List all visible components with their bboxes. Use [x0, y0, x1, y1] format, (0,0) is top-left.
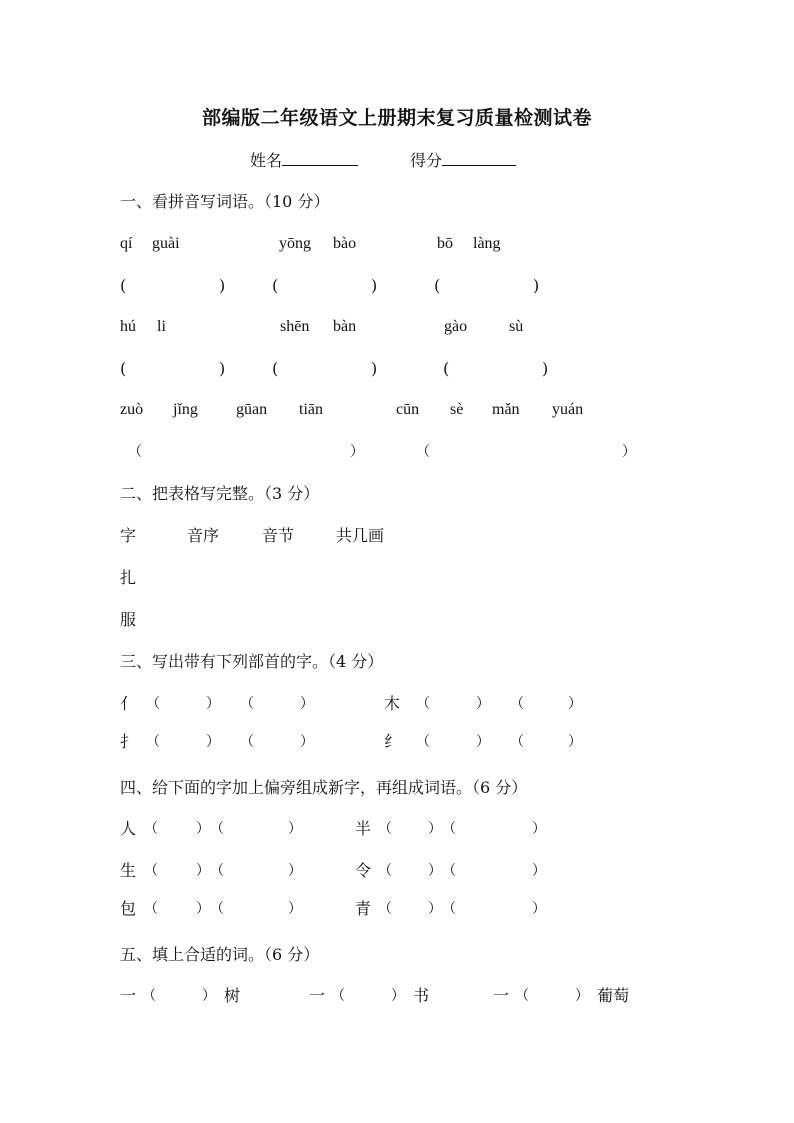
pinyin: zuò [120, 401, 144, 418]
pinyin: bō [437, 235, 453, 252]
table-row-char: 服 [120, 610, 137, 629]
pinyin: sè [450, 401, 464, 418]
noun: 书 [413, 986, 430, 1005]
pinyin: gào [444, 318, 468, 335]
radical: 纟 [384, 732, 401, 751]
answer-paren-left: （ [378, 821, 392, 837]
answer-paren-right: ） [476, 734, 490, 750]
pinyin: guài [152, 235, 180, 252]
radical: 亻 [120, 694, 137, 713]
answer-paren-right: ） [428, 901, 442, 917]
radical: 扌 [120, 732, 137, 751]
base-char: 包 [120, 899, 137, 918]
base-char: 生 [120, 861, 137, 880]
section-5-heading: 五、填上合适的词。（6 分） [120, 945, 320, 964]
noun: 葡萄 [597, 986, 630, 1005]
pinyin: bàn [333, 318, 357, 335]
answer-paren-left: （ [210, 821, 224, 837]
answer-paren-left: （ [146, 696, 160, 712]
answer-paren-left: （ [144, 863, 158, 879]
answer-paren-left: （ [510, 696, 524, 712]
pinyin: li [157, 318, 166, 335]
answer-paren-left: （ [210, 863, 224, 879]
base-char: 人 [120, 819, 137, 838]
base-char: 令 [355, 861, 372, 880]
answer-paren-right: ） [206, 696, 220, 712]
score-label: 得分 [410, 151, 443, 170]
answer-paren-left: （ [210, 901, 224, 917]
answer-paren-left: （ [515, 988, 529, 1004]
pinyin: qí [120, 235, 133, 252]
pinyin: hú [120, 318, 136, 335]
pinyin: bào [333, 235, 357, 252]
table-header-char: 字 [120, 526, 137, 545]
answer-paren-right: ) [371, 276, 378, 295]
answer-paren-right: ） [568, 696, 582, 712]
answer-paren-right: ） [300, 696, 314, 712]
radical: 木 [384, 694, 401, 713]
measure-prefix: 一 [120, 986, 137, 1005]
answer-paren-left: ( [272, 276, 279, 295]
score-field[interactable] [410, 149, 516, 171]
answer-paren-left: （ [240, 696, 254, 712]
answer-paren-right: ） [288, 901, 302, 917]
answer-paren-left: （ [416, 696, 430, 712]
answer-paren-left: （ [142, 988, 156, 1004]
answer-paren-right: ） [532, 821, 546, 837]
measure-prefix: 一 [493, 986, 510, 1005]
answer-paren-left: （ [442, 863, 456, 879]
answer-paren-left: （ [416, 734, 430, 750]
table-header-syllable: 音节 [262, 526, 295, 545]
answer-paren-left: （ [416, 444, 430, 460]
base-char: 青 [355, 899, 372, 918]
answer-paren-left: （ [144, 901, 158, 917]
measure-prefix: 一 [309, 986, 326, 1005]
answer-paren-left: （ [128, 444, 142, 460]
answer-paren-right: ） [300, 734, 314, 750]
answer-paren-right: ） [288, 863, 302, 879]
answer-paren-right: ） [196, 901, 210, 917]
answer-paren-left: ( [120, 359, 127, 378]
answer-paren-right: ） [196, 863, 210, 879]
pinyin: mǎn [492, 401, 520, 418]
pinyin: yuán [552, 401, 584, 418]
answer-paren-right: ） [206, 734, 220, 750]
pinyin: làng [473, 235, 501, 252]
answer-paren-left: ( [443, 359, 450, 378]
section-4-heading: 四、给下面的字加上偏旁组成新字，再组成词语。（6 分） [120, 778, 528, 797]
pinyin: shēn [280, 318, 310, 335]
answer-paren-right: ） [532, 863, 546, 879]
name-field[interactable] [250, 149, 358, 171]
noun: 树 [224, 986, 241, 1005]
pinyin: jǐng [173, 401, 198, 418]
score-blank[interactable] [442, 149, 516, 166]
answer-paren-left: ( [272, 359, 279, 378]
answer-paren-right: ) [219, 359, 226, 378]
pinyin: cūn [396, 401, 420, 418]
answer-paren-right: ） [575, 988, 589, 1004]
answer-paren-right: ） [428, 821, 442, 837]
answer-paren-left: （ [144, 821, 158, 837]
name-blank[interactable] [282, 149, 358, 166]
name-label: 姓名 [250, 151, 283, 170]
table-row-char: 扎 [120, 568, 137, 587]
pinyin: tiān [299, 401, 323, 418]
answer-paren-right: ） [532, 901, 546, 917]
answer-paren-left: ( [434, 276, 441, 295]
answer-paren-right: ) [542, 359, 549, 378]
answer-paren-left: （ [442, 821, 456, 837]
table-header-initial: 音序 [187, 526, 220, 545]
answer-paren-right: ） [622, 444, 636, 460]
answer-paren-right: ） [288, 821, 302, 837]
answer-paren-right: ） [391, 988, 405, 1004]
base-char: 半 [355, 819, 372, 838]
answer-paren-left: （ [442, 901, 456, 917]
answer-paren-left: （ [146, 734, 160, 750]
pinyin: gūan [236, 401, 268, 418]
answer-paren-right: ） [196, 821, 210, 837]
answer-paren-right: ） [476, 696, 490, 712]
answer-paren-right: ） [350, 444, 364, 460]
answer-paren-right: ) [371, 359, 378, 378]
pinyin: sù [509, 318, 524, 335]
answer-paren-left: （ [510, 734, 524, 750]
answer-paren-right: ） [202, 988, 216, 1004]
answer-paren-left: （ [331, 988, 345, 1004]
answer-paren-right: ） [428, 863, 442, 879]
section-2-heading: 二、把表格写完整。（3 分） [120, 484, 320, 503]
section-3-heading: 三、写出带有下列部首的字。（4 分） [120, 652, 384, 671]
table-header-strokes: 共几画 [336, 526, 385, 545]
answer-paren-left: （ [378, 863, 392, 879]
section-1-heading: 一、看拼音写词语。（10 分） [120, 192, 330, 211]
answer-paren-left: （ [378, 901, 392, 917]
pinyin: yōng [279, 235, 311, 252]
answer-paren-right: ) [219, 276, 226, 295]
answer-paren-right: ） [568, 734, 582, 750]
answer-paren-left: ( [120, 276, 127, 295]
page-title: 部编版二年级语文上册期末复习质量检测试卷 [201, 107, 592, 129]
answer-paren-right: ) [533, 276, 540, 295]
answer-paren-left: （ [240, 734, 254, 750]
